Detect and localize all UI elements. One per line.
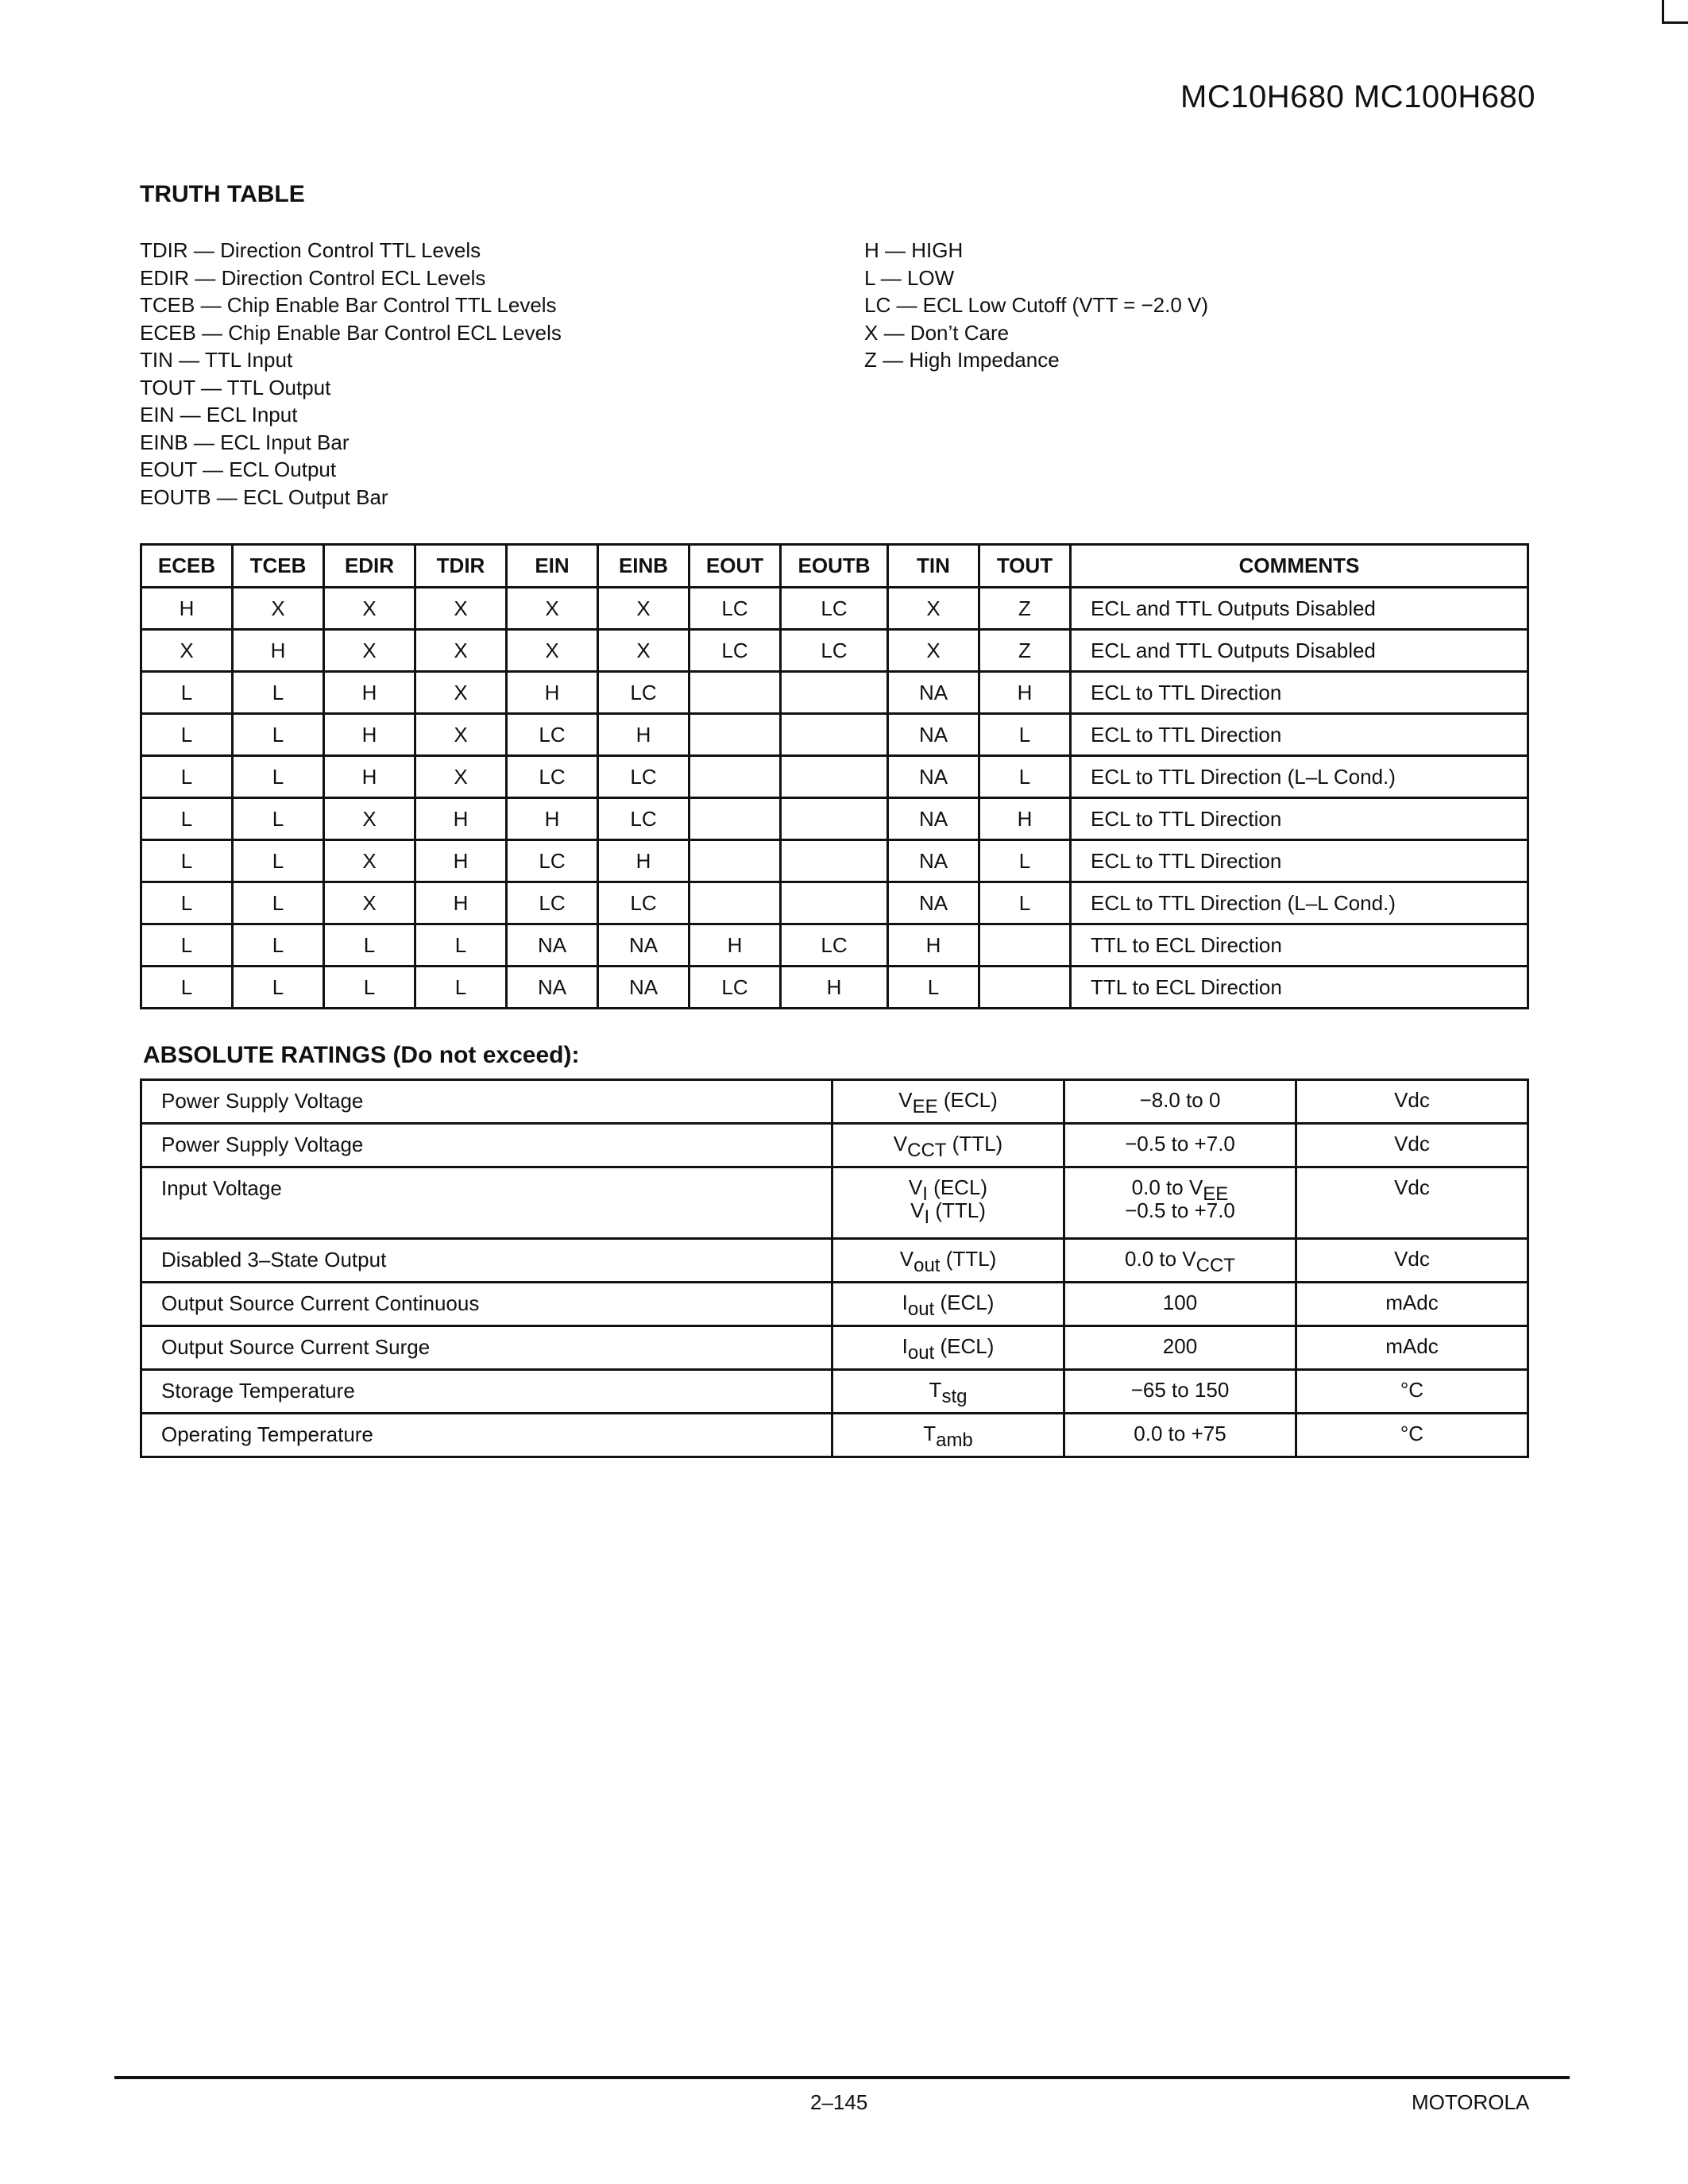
value-text: 0.0 to +75 bbox=[1134, 1422, 1226, 1445]
truth-table-cell bbox=[689, 840, 781, 882]
truth-table-cell bbox=[689, 798, 781, 840]
rating-value bbox=[1064, 1370, 1296, 1414]
rating-parameter: Operating Temperature bbox=[141, 1414, 832, 1457]
truth-table-header-ein: EIN bbox=[507, 545, 598, 588]
truth-table-cell: L bbox=[141, 798, 233, 840]
truth-table-cell: LC bbox=[507, 840, 598, 882]
truth-table-cell: H bbox=[888, 924, 979, 967]
truth-table-cell: X bbox=[324, 840, 415, 882]
truth-table-cell bbox=[689, 714, 781, 756]
truth-table-row bbox=[141, 630, 1528, 672]
legend-item: EDIR — Direction Control ECL Levels bbox=[140, 265, 486, 290]
truth-table-cell: X bbox=[415, 630, 507, 672]
rating-symbol-line bbox=[833, 1198, 1063, 1228]
rating-unit: Vdc bbox=[1296, 1124, 1528, 1167]
truth-table-cell: X bbox=[324, 882, 415, 924]
rating-symbol bbox=[832, 1239, 1064, 1283]
rating-row bbox=[141, 1370, 1528, 1414]
rating-value bbox=[1064, 1080, 1296, 1124]
legend-item: TDIR — Direction Control TTL Levels bbox=[140, 238, 481, 262]
truth-table-cell bbox=[781, 714, 888, 756]
truth-table-cell: L bbox=[979, 756, 1071, 798]
legend-item: ECEB — Chip Enable Bar Control ECL Levels bbox=[140, 320, 562, 345]
rating-unit: Vdc bbox=[1296, 1080, 1528, 1124]
truth-table-body bbox=[141, 588, 1528, 1009]
legend-item: TIN — TTL Input bbox=[140, 348, 293, 372]
rating-value bbox=[1064, 1167, 1296, 1239]
rating-symbol bbox=[832, 1124, 1064, 1167]
symbol-letter: T bbox=[929, 1378, 942, 1402]
truth-table-cell: L bbox=[141, 840, 233, 882]
truth-table-cell: X bbox=[415, 714, 507, 756]
footer-brand: MOTOROLA bbox=[1412, 2090, 1530, 2114]
symbol-subscript: out bbox=[907, 1342, 935, 1364]
symbol-letter: V bbox=[893, 1132, 908, 1156]
truth-table-row bbox=[141, 672, 1528, 714]
symbol-subscript: stg bbox=[941, 1386, 968, 1407]
rating-row bbox=[141, 1326, 1528, 1370]
truth-table-cell: L bbox=[141, 924, 233, 967]
truth-table-cell bbox=[689, 756, 781, 798]
truth-table-cell: X bbox=[233, 588, 324, 630]
truth-table-cell: X bbox=[141, 630, 233, 672]
truth-table-cell: NA bbox=[888, 840, 979, 882]
rating-unit: mAdc bbox=[1296, 1283, 1528, 1326]
truth-table-cell: LC bbox=[507, 882, 598, 924]
truth-table-cell bbox=[781, 798, 888, 840]
symbol-mode: (TTL) bbox=[929, 1198, 986, 1222]
rating-unit: Vdc bbox=[1296, 1239, 1528, 1283]
page-header-part-numbers: MC10H680 MC100H680 bbox=[1180, 79, 1536, 114]
truth-table-cell: L bbox=[233, 756, 324, 798]
truth-table-cell bbox=[781, 882, 888, 924]
value-text: −0.5 to +7.0 bbox=[1125, 1132, 1235, 1156]
rating-row bbox=[141, 1167, 1528, 1239]
legend-item: EOUT — ECL Output bbox=[140, 457, 337, 481]
truth-table-cell: X bbox=[598, 630, 689, 672]
truth-table-cell: NA bbox=[888, 756, 979, 798]
truth-table-cell: LC bbox=[598, 798, 689, 840]
symbol-mode: (ECL) bbox=[937, 1088, 998, 1112]
truth-table-cell: H bbox=[598, 840, 689, 882]
rating-value-line bbox=[1065, 1247, 1295, 1276]
truth-table-cell: L bbox=[141, 756, 233, 798]
legend-item: LC — ECL Low Cutoff (VTT = −2.0 V) bbox=[864, 293, 1209, 317]
truth-table-cell: ECL to TTL Direction bbox=[1071, 672, 1528, 714]
truth-table-cell: L bbox=[141, 714, 233, 756]
truth-table-row bbox=[141, 924, 1528, 967]
footer-rule bbox=[114, 2076, 1570, 2079]
truth-table-row bbox=[141, 840, 1528, 882]
legend-item: EOUTB — ECL Output Bar bbox=[140, 484, 388, 509]
truth-table-cell: X bbox=[324, 630, 415, 672]
truth-table-cell: TTL to ECL Direction bbox=[1071, 967, 1528, 1009]
rating-parameter: Output Source Current Surge bbox=[141, 1326, 832, 1370]
symbol-subscript: out bbox=[914, 1255, 941, 1276]
rating-value-line bbox=[1065, 1089, 1295, 1112]
symbol-letter: T bbox=[923, 1422, 937, 1445]
legend-item: TOUT — TTL Output bbox=[140, 375, 331, 399]
rating-parameter: Output Source Current Continuous bbox=[141, 1283, 832, 1326]
legend-item: EINB — ECL Input Bar bbox=[140, 430, 350, 454]
truth-table-cell: H bbox=[507, 798, 598, 840]
truth-table-cell: L bbox=[324, 924, 415, 967]
truth-table-cell: L bbox=[141, 882, 233, 924]
rating-symbol-line bbox=[833, 1132, 1063, 1161]
rating-value-line bbox=[1065, 1422, 1295, 1445]
symbol-subscript: out bbox=[907, 1298, 935, 1320]
truth-table-cell: X bbox=[324, 588, 415, 630]
truth-table-cell: L bbox=[233, 798, 324, 840]
absolute-ratings-title: ABSOLUTE RATINGS (Do not exceed): bbox=[143, 1042, 580, 1068]
rating-parameter: Power Supply Voltage bbox=[141, 1124, 832, 1167]
truth-table-row bbox=[141, 967, 1528, 1009]
symbol-letter: V bbox=[898, 1088, 913, 1112]
truth-table-cell: ECL to TTL Direction (L–L Cond.) bbox=[1071, 756, 1528, 798]
value-subscript: EE bbox=[1203, 1183, 1229, 1205]
truth-table-cell: LC bbox=[598, 756, 689, 798]
truth-table-cell: LC bbox=[781, 924, 888, 967]
value-text: −65 to 150 bbox=[1130, 1378, 1230, 1402]
rating-value-line bbox=[1065, 1133, 1295, 1156]
truth-table-cell: L bbox=[233, 840, 324, 882]
truth-table-header-edir: EDIR bbox=[324, 545, 415, 588]
truth-table-cell: X bbox=[415, 672, 507, 714]
truth-table-cell: L bbox=[233, 967, 324, 1009]
legend-item: EIN — ECL Input bbox=[140, 403, 298, 426]
value-subscript: CCT bbox=[1196, 1255, 1235, 1276]
symbol-subscript: I bbox=[924, 1206, 930, 1228]
truth-table-cell: NA bbox=[598, 924, 689, 967]
truth-table-cell: NA bbox=[598, 967, 689, 1009]
truth-table-cell: NA bbox=[888, 714, 979, 756]
symbol-subscript: EE bbox=[912, 1096, 938, 1117]
truth-table-cell: NA bbox=[888, 882, 979, 924]
truth-table-cell: H bbox=[507, 672, 598, 714]
page-number: 2–145 bbox=[810, 2090, 868, 2114]
rating-symbol bbox=[832, 1080, 1064, 1124]
rating-value bbox=[1064, 1124, 1296, 1167]
truth-table-cell: ECL and TTL Outputs Disabled bbox=[1071, 630, 1528, 672]
symbol-letter: V bbox=[908, 1175, 923, 1199]
truth-table-cell: NA bbox=[888, 672, 979, 714]
truth-table-header-eceb: ECEB bbox=[141, 545, 233, 588]
truth-table-cell: LC bbox=[598, 672, 689, 714]
legend-signals bbox=[140, 237, 562, 511]
truth-table-cell: H bbox=[415, 798, 507, 840]
truth-table-cell: L bbox=[415, 924, 507, 967]
rating-symbol bbox=[832, 1370, 1064, 1414]
rating-unit: Vdc bbox=[1296, 1167, 1528, 1239]
truth-table-cell: L bbox=[233, 714, 324, 756]
truth-table-cell bbox=[979, 967, 1071, 1009]
rating-parameter: Disabled 3–State Output bbox=[141, 1239, 832, 1283]
rating-symbol-line bbox=[833, 1291, 1063, 1320]
truth-table-header-tdir: TDIR bbox=[415, 545, 507, 588]
truth-table-cell: TTL to ECL Direction bbox=[1071, 924, 1528, 967]
truth-table-header-comments: COMMENTS bbox=[1071, 545, 1528, 588]
symbol-mode: (ECL) bbox=[927, 1175, 988, 1199]
truth-table-cell: L bbox=[415, 967, 507, 1009]
truth-table-cell: L bbox=[233, 882, 324, 924]
legend-item: L — LOW bbox=[864, 265, 955, 290]
truth-table-cell: L bbox=[233, 924, 324, 967]
legend-item: Z — High Impedance bbox=[864, 348, 1060, 372]
rating-symbol-line bbox=[833, 1175, 1063, 1205]
symbol-subscript: CCT bbox=[907, 1140, 947, 1161]
truth-table-cell: NA bbox=[888, 798, 979, 840]
truth-table-cell: L bbox=[233, 672, 324, 714]
truth-table-row bbox=[141, 588, 1528, 630]
value-text: 0.0 to V bbox=[1125, 1247, 1196, 1271]
truth-table-row bbox=[141, 882, 1528, 924]
rating-unit: °C bbox=[1296, 1370, 1528, 1414]
rating-value-line bbox=[1065, 1291, 1295, 1314]
rating-row bbox=[141, 1080, 1528, 1124]
truth-table-cell: X bbox=[598, 588, 689, 630]
truth-table-cell: LC bbox=[781, 588, 888, 630]
truth-table-cell: L bbox=[888, 967, 979, 1009]
truth-table-header-eoutb: EOUTB bbox=[781, 545, 888, 588]
truth-table-cell: H bbox=[415, 840, 507, 882]
rating-parameter: Input Voltage bbox=[141, 1167, 832, 1239]
rating-value-line bbox=[1065, 1379, 1295, 1402]
truth-table-cell: H bbox=[415, 882, 507, 924]
symbol-mode: (ECL) bbox=[934, 1291, 995, 1314]
rating-symbol bbox=[832, 1167, 1064, 1239]
truth-table-cell bbox=[689, 672, 781, 714]
truth-table-cell: X bbox=[888, 630, 979, 672]
value-text: 200 bbox=[1162, 1334, 1198, 1358]
truth-table-row bbox=[141, 756, 1528, 798]
rating-symbol-line bbox=[833, 1088, 1063, 1117]
truth-table-row bbox=[141, 714, 1528, 756]
truth-table-cell: X bbox=[888, 588, 979, 630]
symbol-letter: V bbox=[899, 1247, 914, 1271]
truth-table-cell: X bbox=[415, 756, 507, 798]
rating-value bbox=[1064, 1326, 1296, 1370]
legend-item: H — HIGH bbox=[864, 238, 964, 262]
truth-table-header-tceb: TCEB bbox=[233, 545, 324, 588]
rating-symbol-line bbox=[833, 1378, 1063, 1407]
truth-table bbox=[140, 543, 1529, 1009]
rating-row bbox=[141, 1283, 1528, 1326]
rating-symbol bbox=[832, 1414, 1064, 1457]
rating-value-line: −0.5 to +7.0 bbox=[1125, 1198, 1235, 1222]
rating-symbol-line bbox=[833, 1422, 1063, 1451]
truth-table-cell: LC bbox=[689, 630, 781, 672]
value-text: −8.0 to 0 bbox=[1139, 1088, 1221, 1112]
symbol-mode: (TTL) bbox=[946, 1132, 1003, 1156]
rating-row bbox=[141, 1124, 1528, 1167]
truth-table-title: TRUTH TABLE bbox=[140, 181, 305, 207]
truth-table-cell: H bbox=[324, 714, 415, 756]
symbol-subscript: I bbox=[922, 1183, 928, 1205]
truth-table-cell: NA bbox=[507, 924, 598, 967]
truth-table-cell: H bbox=[979, 798, 1071, 840]
truth-table-cell: LC bbox=[507, 756, 598, 798]
truth-table-cell: X bbox=[507, 588, 598, 630]
truth-table-header-tin: TIN bbox=[888, 545, 979, 588]
truth-table-cell: ECL to TTL Direction (L–L Cond.) bbox=[1071, 882, 1528, 924]
truth-table-cell: L bbox=[979, 714, 1071, 756]
truth-table-cell: LC bbox=[507, 714, 598, 756]
value-text: 0.0 to V bbox=[1131, 1175, 1203, 1199]
truth-table-cell: H bbox=[141, 588, 233, 630]
symbol-subscript: amb bbox=[936, 1430, 973, 1451]
truth-table-cell: L bbox=[141, 967, 233, 1009]
rating-row bbox=[141, 1239, 1528, 1283]
truth-table-cell: NA bbox=[507, 967, 598, 1009]
truth-table-cell: H bbox=[324, 756, 415, 798]
symbol-mode: (ECL) bbox=[934, 1334, 995, 1358]
truth-table-cell: H bbox=[233, 630, 324, 672]
rating-value-line bbox=[1065, 1335, 1295, 1358]
truth-table-cell: H bbox=[598, 714, 689, 756]
rating-symbol-line bbox=[833, 1334, 1063, 1364]
rating-parameter: Storage Temperature bbox=[141, 1370, 832, 1414]
absolute-ratings-body bbox=[141, 1080, 1528, 1457]
rating-value bbox=[1064, 1283, 1296, 1326]
truth-table-cell: H bbox=[781, 967, 888, 1009]
truth-table-cell: L bbox=[324, 967, 415, 1009]
symbol-letter: I bbox=[902, 1334, 908, 1358]
rating-value bbox=[1064, 1414, 1296, 1457]
truth-table-cell bbox=[781, 756, 888, 798]
truth-table-cell: Z bbox=[979, 588, 1071, 630]
truth-table-cell: H bbox=[979, 672, 1071, 714]
truth-table-cell: LC bbox=[598, 882, 689, 924]
truth-table-cell: ECL and TTL Outputs Disabled bbox=[1071, 588, 1528, 630]
symbol-letter: V bbox=[910, 1198, 925, 1222]
rating-symbol bbox=[832, 1283, 1064, 1326]
truth-table-cell: L bbox=[979, 882, 1071, 924]
truth-table-header-einb: EINB bbox=[598, 545, 689, 588]
rating-parameter: Power Supply Voltage bbox=[141, 1080, 832, 1124]
truth-table-cell: ECL to TTL Direction bbox=[1071, 840, 1528, 882]
truth-table-header-tout: TOUT bbox=[979, 545, 1071, 588]
truth-table-header-row bbox=[141, 545, 1528, 588]
legend-levels bbox=[864, 237, 1208, 374]
truth-table-cell: LC bbox=[689, 588, 781, 630]
truth-table-cell: H bbox=[689, 924, 781, 967]
truth-table-cell bbox=[781, 840, 888, 882]
legend-item: X — Don’t Care bbox=[864, 320, 1010, 345]
truth-table-cell: X bbox=[507, 630, 598, 672]
truth-table-cell: L bbox=[979, 840, 1071, 882]
truth-table-cell: H bbox=[324, 672, 415, 714]
truth-table-cell: Z bbox=[979, 630, 1071, 672]
absolute-ratings-table bbox=[140, 1078, 1529, 1458]
rating-row bbox=[141, 1414, 1528, 1457]
truth-table-cell bbox=[979, 924, 1071, 967]
truth-table-cell: ECL to TTL Direction bbox=[1071, 798, 1528, 840]
truth-table-header-eout: EOUT bbox=[689, 545, 781, 588]
symbol-letter: I bbox=[902, 1291, 908, 1314]
truth-table-cell bbox=[781, 672, 888, 714]
rating-unit: mAdc bbox=[1296, 1326, 1528, 1370]
truth-table-cell: LC bbox=[781, 630, 888, 672]
rating-unit: °C bbox=[1296, 1414, 1528, 1457]
truth-table-cell: X bbox=[415, 588, 507, 630]
legend-item: TCEB — Chip Enable Bar Control TTL Levels bbox=[140, 293, 557, 317]
value-text: 100 bbox=[1162, 1291, 1198, 1314]
truth-table-cell: LC bbox=[689, 967, 781, 1009]
symbol-mode: (TTL) bbox=[940, 1247, 997, 1271]
truth-table-cell: ECL to TTL Direction bbox=[1071, 714, 1528, 756]
rating-symbol-line bbox=[833, 1247, 1063, 1276]
truth-table-row bbox=[141, 798, 1528, 840]
rating-value-line bbox=[1065, 1175, 1295, 1205]
truth-table-cell: L bbox=[141, 672, 233, 714]
rating-symbol bbox=[832, 1326, 1064, 1370]
crop-mark bbox=[1662, 0, 1688, 24]
truth-table-cell: X bbox=[324, 798, 415, 840]
rating-value bbox=[1064, 1239, 1296, 1283]
truth-table-cell bbox=[689, 882, 781, 924]
